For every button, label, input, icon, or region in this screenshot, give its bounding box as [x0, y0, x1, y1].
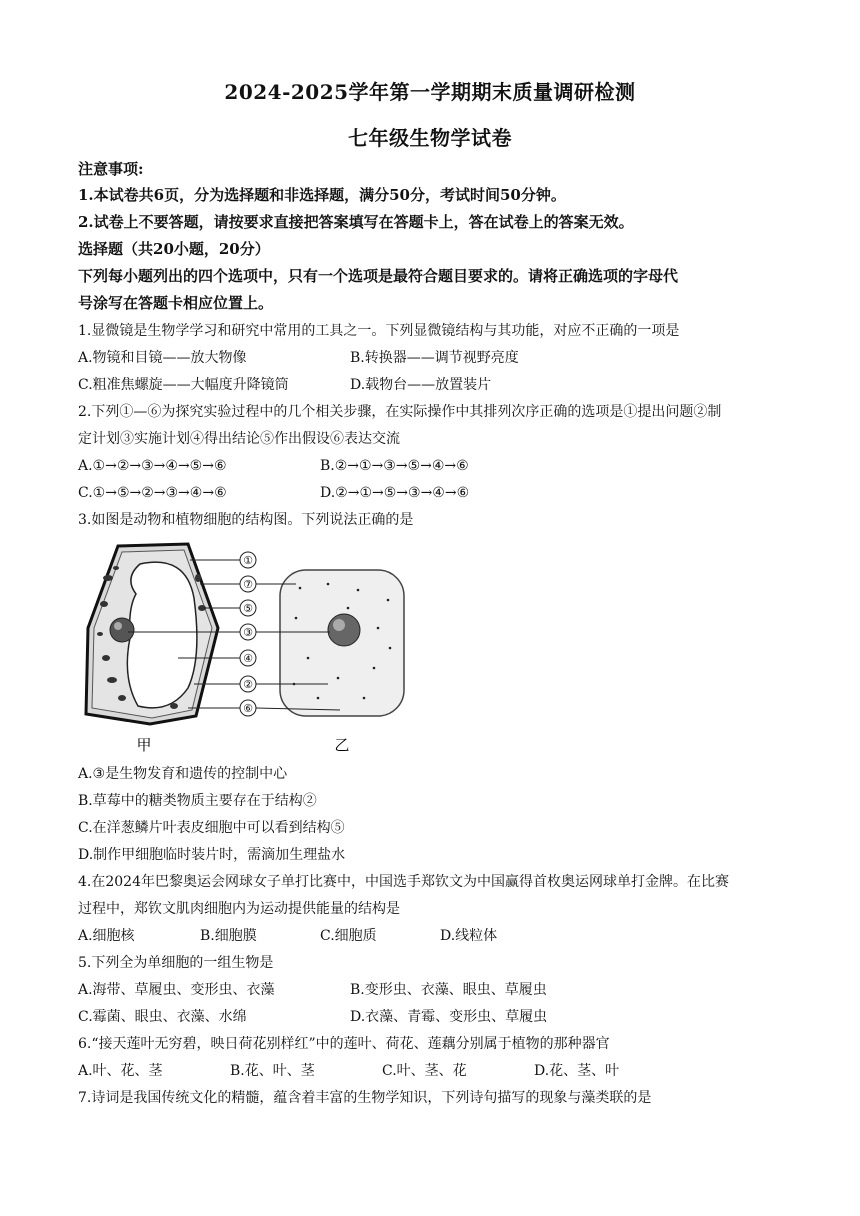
question-4-stem-line-1: 4.在2024年巴黎奥运会网球女子单打比赛中，中国选手郑钦文为中国赢得首枚奥运网球单打金牌。在比赛: [78, 874, 729, 890]
question-4-option-b: B.细胞膜: [200, 928, 257, 944]
question-2-option-d: D.②→①→⑤→③→④→⑥: [320, 485, 470, 501]
label-7: ⑦: [243, 578, 253, 591]
question-4-option-c: C.细胞质: [320, 928, 377, 944]
question-3-stem: 3.如图是动物和植物细胞的结构图。下列说法正确的是: [78, 512, 414, 528]
question-6-option-d: D.花、茎、叶: [534, 1063, 620, 1079]
question-4-option-d: D.线粒体: [440, 928, 498, 944]
plant-cell-caption: 甲: [136, 736, 152, 754]
instruction-line-1: 下列每小题列出的四个选项中，只有一个选项是最符合题目要求的。请将正确选项的字母代: [78, 267, 679, 285]
question-1-stem: 1.显微镜是生物学学习和研究中常用的工具之一。下列显微镜结构与其功能，对应不正确的一项是: [78, 323, 680, 339]
notice-heading: 注意事项:: [78, 160, 144, 178]
notice-item-2: 2.试卷上不要答题，请按要求直接把答案填写在答题卡上，答在试卷上的答案无效。: [78, 213, 634, 231]
instruction-line-2: 号涂写在答题卡相应位置上。: [78, 294, 274, 312]
question-6-option-c: C.叶、茎、花: [382, 1063, 467, 1079]
question-3-option-b: B.草莓中的糖类物质主要存在于结构②: [78, 793, 317, 809]
question-5-option-b: B.变形虫、衣藻、眼虫、草履虫: [350, 982, 547, 998]
exam-subtitle: 七年级生物学试卷: [348, 126, 512, 150]
question-6-stem: 6.“接天莲叶无穷碧，映日荷花别样红”中的莲叶、荷花、莲藕分别属于植物的那种器官: [78, 1036, 610, 1052]
label-2: ②: [243, 678, 253, 691]
question-5-option-d: D.衣藻、青霉、变形虫、草履虫: [350, 1009, 548, 1025]
question-1-option-b: B.转换器——调节视野亮度: [350, 350, 519, 366]
question-3-option-a: A.③是生物发育和遗传的控制中心: [78, 766, 288, 782]
question-3-option-c: C.在洋葱鳞片叶表皮细胞中可以看到结构⑤: [78, 820, 345, 836]
question-4-option-a: A.细胞核: [78, 928, 135, 944]
question-6-option-a: A.叶、花、茎: [78, 1063, 163, 1079]
section-heading: 选择题（共20小题，20分）: [78, 240, 270, 258]
question-2-option-b: B.②→①→③→⑤→④→⑥: [320, 458, 469, 474]
question-2-stem-line-1: 2.下列①—⑥为探究实验过程中的几个相关步骤，在实际操作中其排列次序正确的选项是①提出问题②制: [78, 404, 722, 420]
question-6-option-b: B.花、叶、茎: [230, 1063, 315, 1079]
question-1-option-c: C.粗准焦螺旋——大幅度升降镜筒: [78, 377, 289, 393]
question-1-option-d: D.载物台——放置装片: [350, 377, 492, 393]
question-2-stem-line-2: 定计划③实施计划④得出结论⑤作出假设⑥表达交流: [78, 431, 400, 447]
animal-nucleus: [328, 614, 360, 646]
question-2-option-c: C.①→⑤→②→③→④→⑥: [78, 485, 227, 501]
question-5-stem: 5.下列全为单细胞的一组生物是: [78, 955, 274, 971]
label-6: ⑥: [243, 702, 253, 715]
vacuole: [127, 562, 197, 708]
question-4-stem-line-2: 过程中，郑钦文肌肉细胞内为运动提供能量的结构是: [78, 901, 400, 917]
cell-structure-figure: [78, 538, 418, 756]
question-2-option-a: A.①→②→③→④→⑤→⑥: [78, 458, 227, 474]
plant-nucleus: [110, 618, 134, 642]
notice-item-1: 1.本试卷共6页，分为选择题和非选择题，满分50分，考试时间50分钟。: [78, 186, 566, 204]
question-3-option-d: D.制作甲细胞临时装片时，需滴加生理盐水: [78, 847, 346, 863]
animal-cell-caption: 乙: [334, 736, 350, 754]
label-3: ③: [243, 626, 253, 639]
question-5-option-c: C.霉菌、眼虫、衣藻、水绵: [78, 1009, 247, 1025]
label-5: ⑤: [243, 602, 253, 615]
question-5-option-a: A.海带、草履虫、变形虫、衣藻: [78, 982, 275, 998]
label-1: ①: [243, 554, 253, 567]
exam-title: 2024-2025学年第一学期期末质量调研检测: [224, 80, 636, 104]
question-1-option-a: A.物镜和目镜——放大物像: [78, 350, 247, 366]
question-7-stem: 7.诗词是我国传统文化的精髓，蕴含着丰富的生物学知识，下列诗句描写的现象与藻类联的是: [78, 1090, 652, 1106]
label-4: ④: [243, 652, 253, 665]
